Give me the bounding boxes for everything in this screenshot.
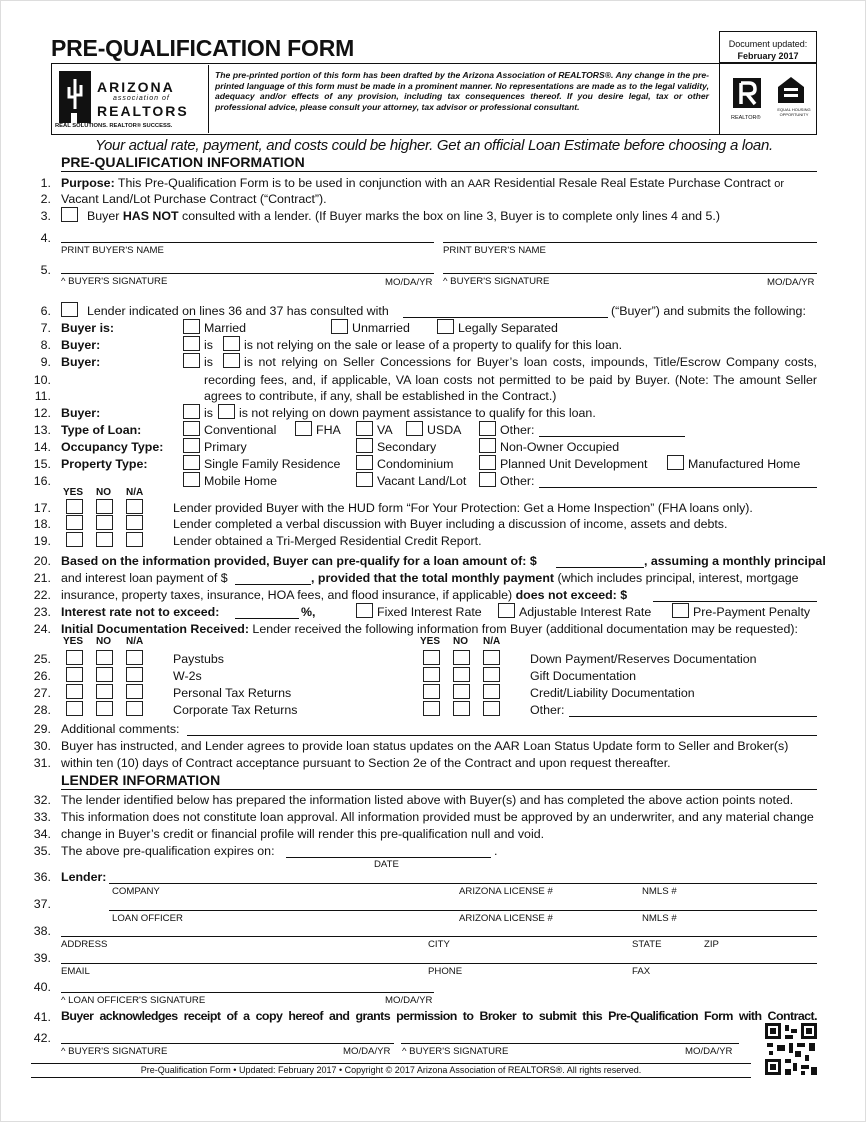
va-checkbox[interactable] [356, 421, 373, 436]
paystubs-label: Paystubs [173, 652, 224, 666]
personal-tax-na-checkbox[interactable] [126, 684, 143, 699]
loan-officer-field[interactable] [109, 910, 817, 911]
doc-other-yes-checkbox[interactable] [423, 701, 440, 716]
vacant-checkbox[interactable] [356, 472, 373, 487]
realtor-equal-housing-box [719, 63, 817, 135]
line-number: 15. [33, 457, 51, 471]
prepayment-penalty-checkbox[interactable] [672, 603, 689, 618]
state-label: STATE [632, 939, 662, 950]
sfr-checkbox[interactable] [183, 455, 200, 470]
yes-header: YES [63, 636, 84, 647]
company-field[interactable] [109, 883, 817, 884]
arizona-state-logo-icon [57, 69, 93, 125]
line-1 [61, 176, 784, 190]
legally-separated-label: Legally Separated [458, 321, 558, 335]
line-3-buyer: Buyer [87, 209, 120, 223]
property-type-label: Property Type: [61, 457, 148, 471]
logo-tagline: REAL SOLUTIONS. REALTOR® SUCCESS. [55, 123, 173, 129]
line-number: 23. [33, 605, 51, 619]
email-label: EMAIL [61, 966, 90, 977]
line-number: 25. [33, 652, 51, 666]
is-relying-dpa-checkbox[interactable] [183, 404, 200, 419]
consulted-buyer-name-field[interactable] [403, 317, 608, 318]
hud-form-no-checkbox[interactable] [96, 499, 113, 514]
gift-no-checkbox[interactable] [453, 667, 470, 682]
line-number: 29. [33, 722, 51, 736]
usda-label: USDA [427, 423, 462, 437]
fixed-rate-label: Fixed Interest Rate [377, 605, 482, 619]
zip-label: ZIP [704, 939, 719, 950]
credit-liability-yes-checkbox[interactable] [423, 684, 440, 699]
line-number: 37. [33, 897, 51, 911]
line-number: 13. [33, 423, 51, 437]
company-label: COMPANY [112, 886, 160, 897]
line-22-text [61, 588, 627, 602]
logo-line-3: REALTORS [97, 103, 189, 119]
loan-estimate-warning: Your actual rate, payment, and costs could be higher. Get an official Loan Estimate before choosing a loan. [95, 137, 773, 154]
gift-yes-checkbox[interactable] [423, 667, 440, 682]
line-number: 40. [33, 980, 51, 994]
buyer-label: Buyer: [61, 406, 101, 420]
az-license-label: ARIZONA LICENSE # [459, 886, 553, 897]
married-label: Married [204, 321, 246, 335]
va-label: VA [377, 423, 393, 437]
realtor-mark-text: REALTOR® [731, 115, 761, 121]
document-updated-box [719, 31, 817, 63]
line-number: 34. [33, 827, 51, 841]
gift-na-checkbox[interactable] [483, 667, 500, 682]
line-number: 12. [33, 406, 51, 420]
property-other-field[interactable] [539, 487, 817, 488]
prepayment-penalty-label: Pre-Payment Penalty [693, 605, 811, 619]
corporate-tax-no-checkbox[interactable] [96, 701, 113, 716]
line-3-text: consulted with a lender. (If Buyer marks the box on line 3, Buyer is to complete only lines 4 and 5.) [182, 209, 720, 223]
w2s-label: W-2s [173, 669, 202, 683]
w2s-no-checkbox[interactable] [96, 667, 113, 682]
corporate-tax-na-checkbox[interactable] [126, 701, 143, 716]
line-34-text: change in Buyer’s credit or financial profile will render this pre-qualification null and void. [61, 827, 545, 841]
yes-header: YES [420, 636, 441, 647]
line-1-text: This Pre-Qualification Form is to be used in conjunction with an [117, 176, 465, 190]
line-number: 35. [33, 844, 51, 858]
line-number: 31. [33, 756, 51, 770]
credit-report-yes-checkbox[interactable] [66, 532, 83, 547]
buyer-sig-label-1: ^ BUYER'S SIGNATURE [61, 276, 168, 287]
line-number: 28. [33, 703, 51, 717]
line-number: 26. [33, 669, 51, 683]
date-label: MO/DA/YR [343, 1046, 391, 1057]
nmls-label: NMLS # [642, 913, 677, 924]
line-number: 1. [40, 176, 51, 190]
primary-label: Primary [204, 440, 247, 454]
doc-updated-label: Document updated: [728, 39, 808, 49]
line-8-text: is not relying on the sale or lease of a property to qualify for this loan. [244, 338, 623, 352]
line-number: 16. [33, 474, 51, 488]
prequal-section-heading: PRE-QUALIFICATION INFORMATION [61, 154, 817, 172]
buyer-sig-label-2: ^ BUYER'S SIGNATURE [443, 276, 550, 287]
line-2: Vacant Land/Lot Purchase Contract (“Contract”). [61, 192, 327, 206]
interest-rate-label: Interest rate not to exceed: [61, 605, 220, 619]
line-number: 7. [40, 321, 51, 335]
line-number: 27. [33, 686, 51, 700]
print-name-label-2: PRINT BUYER'S NAME [443, 245, 546, 256]
down-payment-na-checkbox[interactable] [483, 650, 500, 665]
corporate-tax-label: Corporate Tax Returns [173, 703, 298, 717]
type-of-loan-label: Type of Loan: [61, 423, 142, 437]
loan-amount-field[interactable] [556, 567, 644, 568]
line-18-text: Lender completed a verbal discussion with Buyer including a discussion of income, assets and debts. [173, 517, 728, 531]
line-6-suffix: (“Buyer”) and submits the following: [611, 304, 806, 318]
doc-updated-date: February 2017 [737, 51, 799, 61]
line-number: 3. [40, 209, 51, 223]
initial-docs-label: Initial Documentation Received: [61, 622, 249, 636]
buyer-signature-1-field[interactable] [61, 273, 434, 274]
line-12-text: is not relying on down payment assistance to qualify for this loan. [239, 406, 596, 420]
doc-other-no-checkbox[interactable] [453, 701, 470, 716]
line-number: 6. [40, 304, 51, 318]
line-number: 5. [40, 263, 51, 277]
line-number: 10. [33, 373, 51, 387]
manufactured-checkbox[interactable] [667, 455, 684, 470]
disclaimer-text: The pre-printed portion of this form has been drafted by the Arizona Association of REALTORS®. Any change in the pre-printed language of this form must be made in a prominent manner. No representations are made as to the legal validity, adequacy and/or effects of any provision, including tax consequences thereof. If you desire legal, tax or other professional advice, please consult your attorney, tax advisor or professional consultant. [215, 70, 709, 112]
vacant-label: Vacant Land/Lot [377, 474, 467, 488]
line-number: 18. [33, 517, 51, 531]
line-32-text: The lender identified below has prepared the information listed above with Buyer(s) and has completed the above action points noted. [61, 793, 794, 807]
interest-rate-field[interactable] [235, 618, 299, 619]
date-label: MO/DA/YR [685, 1046, 733, 1057]
line-number: 20. [33, 554, 51, 568]
line-number: 14. [33, 440, 51, 454]
qr-code-icon [765, 1023, 817, 1075]
buyer-label: Buyer: [61, 338, 101, 352]
address-label: ADDRESS [61, 939, 108, 950]
is-relying-concessions-checkbox[interactable] [183, 353, 200, 368]
personal-tax-label: Personal Tax Returns [173, 686, 292, 700]
credit-liability-label: Credit/Liability Documentation [530, 686, 695, 700]
loan-other-checkbox[interactable] [479, 421, 496, 436]
fixed-rate-checkbox[interactable] [356, 603, 373, 618]
paystubs-no-checkbox[interactable] [96, 650, 113, 665]
line-number: 38. [33, 924, 51, 938]
conventional-label: Conventional [204, 423, 277, 437]
is-label: is [204, 355, 213, 369]
is-label: is [204, 338, 213, 352]
line-number: 11. [34, 389, 51, 403]
personal-tax-no-checkbox[interactable] [96, 684, 113, 699]
line-1-contract: Residential Resale Real Estate Purchase Contract [493, 176, 771, 190]
is-label: is [204, 406, 213, 420]
mobile-checkbox[interactable] [183, 472, 200, 487]
expiration-date-field[interactable] [286, 857, 491, 858]
line-21-suffix [311, 571, 799, 585]
line-21-which: (which includes principal, interest, mortgage [557, 571, 799, 585]
line-number: 9. [40, 355, 51, 369]
sfr-label: Single Family Residence [204, 457, 341, 471]
property-other-checkbox[interactable] [479, 472, 496, 487]
not-relying-concessions-checkbox[interactable] [223, 353, 240, 368]
not-relying-sale-checkbox[interactable] [223, 336, 240, 351]
manufactured-label: Manufactured Home [688, 457, 801, 471]
na-header: N/A [126, 487, 144, 498]
buyer-name-1-field[interactable] [61, 242, 434, 243]
line-22-insurance: insurance, property taxes, insurance, HOA fees, and flood insurance, if applicable) [61, 588, 513, 602]
line-number: 30. [33, 739, 51, 753]
aar-logo [53, 65, 209, 133]
line-number: 4. [40, 231, 51, 245]
line-35-text: The above pre-qualification expires on: [61, 844, 275, 858]
buyer-sig-label-1: ^ BUYER'S SIGNATURE [61, 1046, 168, 1057]
line-19-text: Lender obtained a Tri-Merged Residential Credit Report. [173, 534, 482, 548]
line-number: 21. [33, 571, 51, 585]
print-name-label-1: PRINT BUYER'S NAME [61, 245, 164, 256]
line-number: 41. [33, 1010, 51, 1024]
additional-comments-field[interactable] [187, 735, 817, 736]
credit-report-na-checkbox[interactable] [126, 532, 143, 547]
equal-housing-icon [776, 75, 806, 105]
condo-label: Condominium [377, 457, 454, 471]
secondary-label: Secondary [377, 440, 437, 454]
line-number: 24. [33, 622, 51, 636]
adjustable-rate-checkbox[interactable] [498, 603, 515, 618]
line-10-text: recording fees, and, if applicable, VA loan costs not permitted to be paid by Buyer. (Note: The amount Seller [204, 373, 817, 387]
lender-section-heading: LENDER INFORMATION [61, 772, 817, 790]
non-owner-checkbox[interactable] [479, 438, 496, 453]
secondary-checkbox[interactable] [356, 438, 373, 453]
corporate-tax-yes-checkbox[interactable] [66, 701, 83, 716]
lender-label: Lender: [61, 870, 107, 884]
equal-housing-text: EQUAL HOUSING OPPORTUNITY [777, 107, 811, 117]
address-field[interactable] [61, 936, 817, 937]
is-relying-sale-checkbox[interactable] [183, 336, 200, 351]
verbal-discussion-no-checkbox[interactable] [96, 515, 113, 530]
line-number: 33. [33, 810, 51, 824]
loan-other-label: Other: [500, 423, 535, 437]
line-9-text: is not relying on Seller Concessions for Buyer’s loan costs, impounds, Title/Escrow Company costs, [244, 355, 817, 369]
down-payment-label: Down Payment/Reserves Documentation [530, 652, 757, 666]
gift-label: Gift Documentation [530, 669, 637, 683]
line-31-text: within ten (10) days of Contract acceptance pursuant to Section 2e of the Contract and upon request thereafter. [61, 756, 671, 770]
line-3-has-not: HAS NOT [122, 209, 179, 223]
date-label: MO/DA/YR [385, 277, 433, 288]
email-field[interactable] [61, 963, 817, 964]
w2s-yes-checkbox[interactable] [66, 667, 83, 682]
verbal-discussion-na-checkbox[interactable] [126, 515, 143, 530]
line-number: 17. [33, 501, 51, 515]
buyer-is-label: Buyer is: [61, 321, 115, 335]
personal-tax-yes-checkbox[interactable] [66, 684, 83, 699]
date-label: MO/DA/YR [385, 995, 433, 1006]
realtor-r-icon [732, 77, 762, 113]
line-3 [87, 209, 720, 223]
paystubs-yes-checkbox[interactable] [66, 650, 83, 665]
city-label: CITY [428, 939, 450, 950]
line-22-not-exceed: does not exceed: $ [515, 588, 628, 602]
property-other-label: Other: [500, 474, 535, 488]
buyer-has-not-consulted-checkbox[interactable] [61, 207, 78, 222]
logo-line-2: association of [113, 95, 170, 102]
paystubs-na-checkbox[interactable] [126, 650, 143, 665]
no-header: NO [453, 636, 468, 647]
usda-checkbox[interactable] [406, 421, 423, 436]
line-24-text [61, 622, 798, 636]
conventional-checkbox[interactable] [183, 421, 200, 436]
hud-form-yes-checkbox[interactable] [66, 499, 83, 514]
down-payment-yes-checkbox[interactable] [423, 650, 440, 665]
line-number: 32. [33, 793, 51, 807]
credit-liability-no-checkbox[interactable] [453, 684, 470, 699]
line-17-text: Lender provided Buyer with the HUD form “For Your Protection: Get a Home Inspection” (FHA loans only). [173, 501, 753, 515]
fax-label: FAX [632, 966, 651, 977]
az-license-label: ARIZONA LICENSE # [459, 913, 553, 924]
mobile-label: Mobile Home [204, 474, 277, 488]
buyer-name-2-field[interactable] [443, 242, 817, 243]
doc-other-field[interactable] [569, 716, 817, 717]
line-number: 19. [33, 534, 51, 548]
line-number: 36. [33, 870, 51, 884]
credit-report-no-checkbox[interactable] [96, 532, 113, 547]
married-checkbox[interactable] [183, 319, 200, 334]
loan-officer-label: LOAN OFFICER [112, 913, 183, 924]
line-number: 8. [40, 338, 51, 352]
line-20-assuming: , assuming a monthly principal [644, 554, 826, 568]
non-owner-label: Non-Owner Occupied [500, 440, 620, 454]
line-number: 42. [33, 1031, 51, 1045]
line-1-or: or [774, 178, 784, 190]
loan-other-field[interactable] [539, 436, 685, 437]
date-label: DATE [374, 859, 399, 870]
pud-checkbox[interactable] [479, 455, 496, 470]
line-41-text: Buyer acknowledges receipt of a copy hereof and grants permission to Broker to submit this Pre-Qualification Form with Contract. [61, 1009, 817, 1023]
period: . [494, 844, 498, 858]
no-header: NO [96, 636, 111, 647]
footer-copyright: Pre-Qualification Form • Updated: February 2017 • Copyright © 2017 Arizona Association of REALTORS®. All rights reserved. [31, 1063, 751, 1078]
date-label: MO/DA/YR [767, 277, 815, 288]
buyer-ack-signature-1-field[interactable] [61, 1043, 394, 1044]
pud-label: Planned Unit Development [500, 457, 648, 471]
line-30-text: Buyer has instructed, and Lender agrees to provide loan status updates on the AAR Loan Status Update form to Seller and Broker(s) [61, 739, 789, 753]
additional-comments-label: Additional comments: [61, 722, 180, 736]
lo-sig-label: ^ LOAN OFFICER'S SIGNATURE [61, 995, 206, 1006]
doc-other-na-checkbox[interactable] [483, 701, 500, 716]
primary-checkbox[interactable] [183, 438, 200, 453]
total-payment-field[interactable] [653, 601, 817, 602]
verbal-discussion-yes-checkbox[interactable] [66, 515, 83, 530]
fha-label: FHA [316, 423, 341, 437]
occupancy-type-label: Occupancy Type: [61, 440, 164, 454]
not-relying-dpa-checkbox[interactable] [218, 404, 235, 419]
logo-line-1: ARIZONA [97, 79, 175, 95]
loan-officer-signature-field[interactable] [61, 992, 434, 993]
nmls-label: NMLS # [642, 886, 677, 897]
buyer-sig-label-2: ^ BUYER'S SIGNATURE [402, 1046, 509, 1057]
line-20-text: Based on the information provided, Buyer can pre-qualify for a loan amount of: $ [61, 554, 537, 568]
na-header: N/A [126, 636, 144, 647]
hud-form-na-checkbox[interactable] [126, 499, 143, 514]
credit-liability-na-checkbox[interactable] [483, 684, 500, 699]
percent-label: %, [301, 605, 316, 619]
yes-header: YES [63, 487, 84, 498]
condo-checkbox[interactable] [356, 455, 373, 470]
doc-other-label: Other: [530, 703, 565, 717]
monthly-payment-field[interactable] [235, 584, 311, 585]
buyer-signature-2-field[interactable] [443, 273, 817, 274]
line-1-aar: AAR [467, 178, 491, 190]
buyer-label: Buyer: [61, 355, 101, 369]
line-21-text: and interest loan payment of $ [61, 571, 228, 585]
unmarried-label: Unmarried [352, 321, 410, 335]
na-header: N/A [483, 636, 501, 647]
phone-label: PHONE [428, 966, 463, 977]
no-header: NO [96, 487, 111, 498]
line-21-provided: , provided that the total monthly payment [311, 571, 555, 585]
line-number: 22. [33, 588, 51, 602]
lender-consulted-checkbox[interactable] [61, 302, 78, 317]
line-number: 39. [33, 951, 51, 965]
line-20-suffix [644, 554, 826, 568]
legally-separated-checkbox[interactable] [437, 319, 454, 334]
line-24-desc: Lender received the following information from Buyer (additional documentation may be requested): [252, 622, 798, 636]
fha-checkbox[interactable] [295, 421, 312, 436]
unmarried-checkbox[interactable] [331, 319, 348, 334]
adjustable-rate-label: Adjustable Interest Rate [519, 605, 652, 619]
purpose-label: Purpose: [61, 176, 115, 190]
form-title: PRE-QUALIFICATION FORM [51, 35, 355, 61]
buyer-ack-signature-2-field[interactable] [401, 1043, 739, 1044]
down-payment-no-checkbox[interactable] [453, 650, 470, 665]
line-33-text: This information does not constitute loan approval. All information provided must be approved by an underwriter, and any material change [61, 810, 814, 824]
w2s-na-checkbox[interactable] [126, 667, 143, 682]
line-number: 2. [40, 192, 51, 206]
line-6-text: Lender indicated on lines 36 and 37 has consulted with [87, 304, 389, 318]
line-11-text: agrees to contribute, if any, shall be established in the Contract.) [204, 389, 557, 403]
